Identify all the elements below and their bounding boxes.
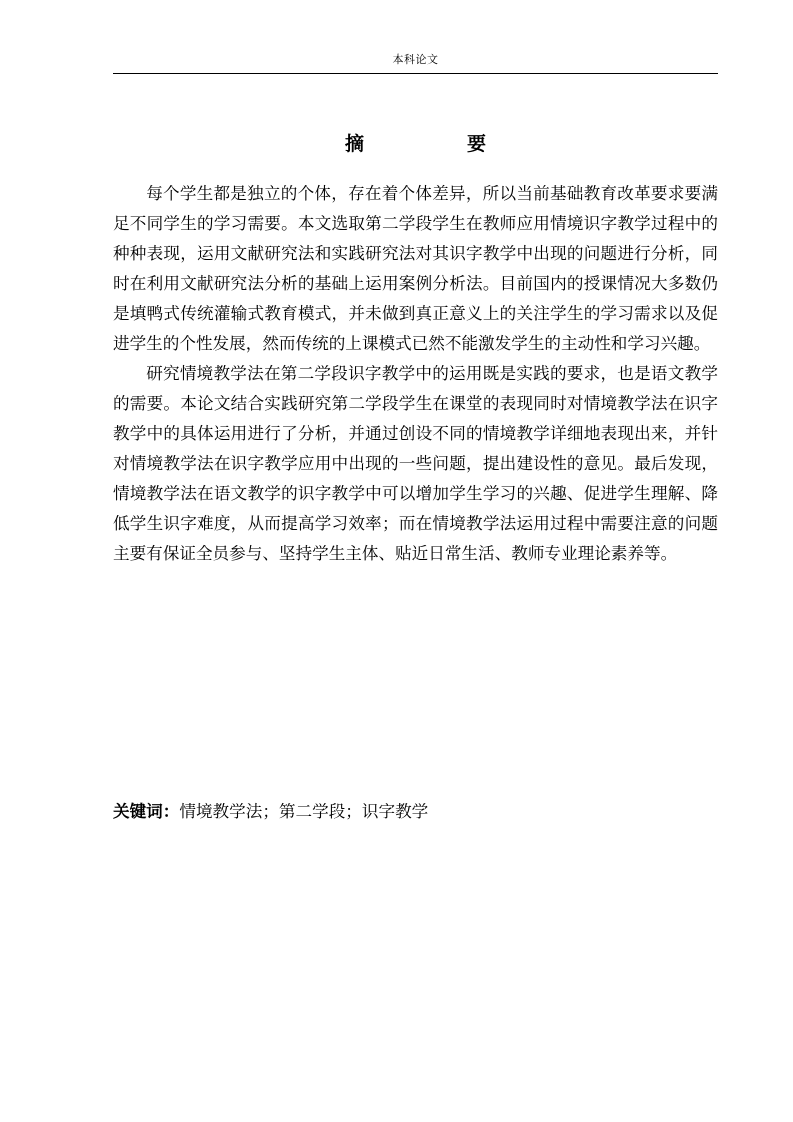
- abstract-title: 摘 要: [344, 133, 528, 155]
- abstract-paragraph: 每个学生都是独立的个体，存在着个体差异，所以当前基础教育改革要求要满足不同学生的学习需要。本文选取第二学段学生在教师应用情境识字教学过程中的种种表现，运用文献研究法和实践研究法对其识字教学中出现的问题进行分析，同时在利用文献研究法分析的基础上运用案例分析法。目前国内的授课情况大多数仍是填鸭式传统灌输式教育模式，并未做到真正意义上的关注学生的学习需求以及促进学生的个性发展，然而传统的上课模式已然不能激发学生的主动性和学习兴趣。: [113, 184, 718, 353]
- abstract-paragraph: 研究情境教学法在第二学段识字教学中的运用既是实践的要求，也是语文教学的需要。本论文结合实践研究第二学段学生在课堂的表现同时对情境教学法在识字教学中的具体运用进行了分析，并通过创设不同的情境教学详细地表现出来，并针对情境教学法在识字教学应用中出现的一些问题，提出建设性的意见。最后发现，情境教学法在语文教学的识字教学中可以增加学生学习的兴趣、促进学生理解、降低学生识字难度，从而提高学习效率；而在情境教学法运用过程中需要注意的问题主要有保证全员参与、坚持学生主体、贴近日常生活、教师专业理论素养等。: [113, 364, 718, 563]
- keywords-value: 情境教学法；第二学段；识字教学: [179, 802, 429, 821]
- keywords-label: 关键词：: [113, 802, 180, 821]
- header-rule: [113, 73, 718, 74]
- keywords-line: [113, 797, 718, 827]
- running-header: 本科论文: [392, 53, 439, 66]
- abstract-body: [113, 179, 718, 569]
